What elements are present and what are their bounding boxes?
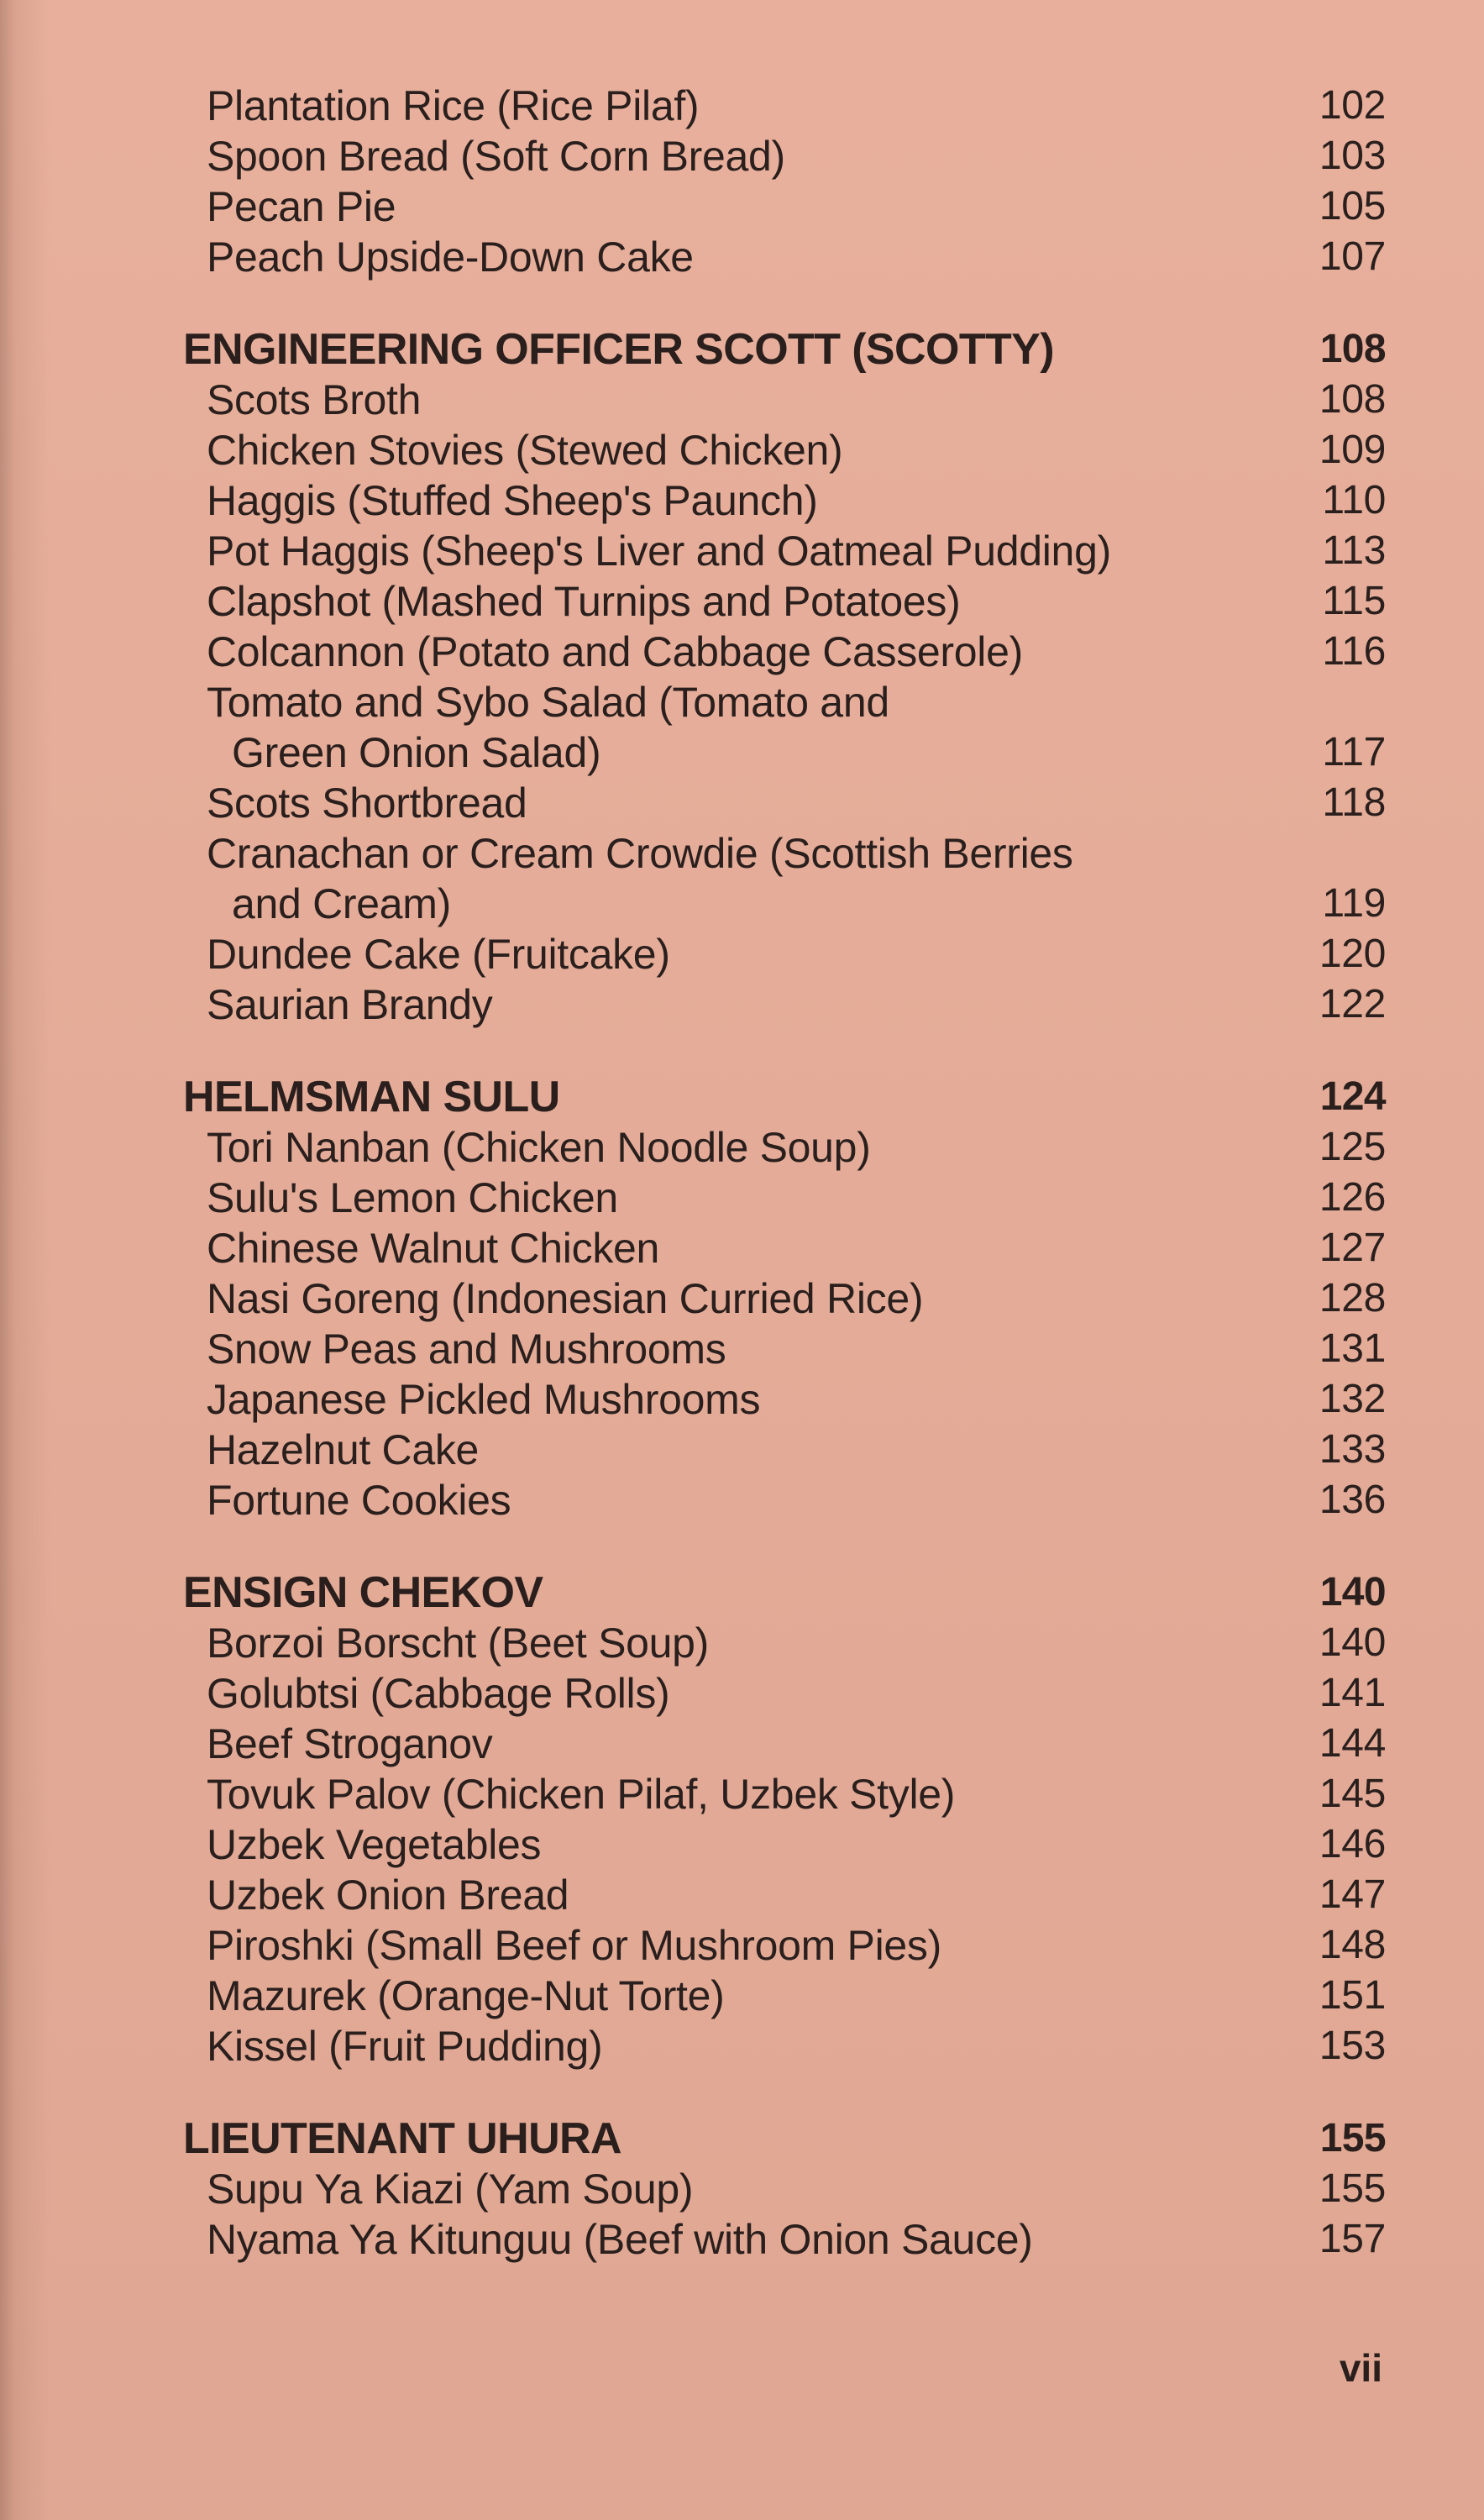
section-heading-title: ENSIGN CHEKOV (183, 1568, 543, 1617)
toc-entry-title: Japanese Pickled Mushrooms (207, 1376, 761, 1423)
toc-entry-page: 116 (1322, 629, 1386, 674)
toc-entry (183, 2021, 1386, 2071)
toc-entry-page: 145 (1319, 1772, 1386, 1816)
toc-entry-title: Chinese Walnut Chicken (207, 1225, 660, 1272)
toc-entry-title: Tovuk Palov (Chicken Pilaf, Uzbek Style) (207, 1771, 956, 1818)
toc-entry-title: Colcannon (Potato and Cabbage Casserole) (207, 628, 1023, 675)
toc-entry (183, 1719, 1386, 1769)
toc-entry-page: 103 (1319, 134, 1386, 178)
toc-entry-title: Spoon Bread (Soft Corn Bread) (207, 133, 785, 180)
toc-entry (183, 1870, 1386, 1920)
toc-entry (183, 1374, 1386, 1425)
toc-entry-title: Sulu's Lemon Chicken (207, 1174, 618, 1221)
toc-entry-title: Tomato and Sybo Salad (Tomato and (207, 679, 889, 726)
toc-entry (183, 1324, 1386, 1374)
toc-entry (183, 677, 1386, 727)
toc-entry-page: 125 (1319, 1125, 1386, 1169)
toc-entry (183, 1122, 1386, 1173)
section-heading-title: ENGINEERING OFFICER SCOTT (SCOTTY) (183, 325, 1054, 374)
toc-entry-page: 151 (1319, 1973, 1386, 2018)
toc-entry-page: 118 (1322, 780, 1386, 825)
toc-entry-page: 136 (1319, 1478, 1386, 1522)
toc-entry-title: Cranachan or Cream Crowdie (Scottish Berries (207, 830, 1073, 877)
toc-entry (183, 1819, 1386, 1870)
section-heading-page: 140 (1319, 1570, 1386, 1614)
section-heading (183, 1072, 1386, 1122)
toc-entry (183, 576, 1386, 627)
toc-entry (183, 1920, 1386, 1971)
toc-entry-continuation-text: Green Onion Salad) (232, 729, 601, 776)
section-gap (183, 1030, 1386, 1072)
page-number: vii (1339, 2346, 1382, 2390)
toc-entry-title: Tori Nanban (Chicken Noodle Soup) (207, 1124, 871, 1171)
toc-entry-page: 131 (1319, 1326, 1386, 1371)
toc-entry-continuation (183, 879, 1386, 929)
toc-entry-title: Nasi Goreng (Indonesian Curried Rice) (207, 1275, 924, 1322)
toc-entry-title: Fortune Cookies (207, 1477, 511, 1524)
toc-entry-page: 127 (1319, 1226, 1386, 1270)
toc-entry-title: Borzoi Borscht (Beet Soup) (207, 1620, 710, 1667)
toc-entry-page: 155 (1319, 2166, 1386, 2211)
toc-entry-title: Saurian Brandy (207, 981, 493, 1028)
toc-entry-page: 147 (1319, 1872, 1386, 1917)
toc-entry-title: Nyama Ya Kitunguu (Beef with Onion Sauce) (207, 2216, 1033, 2263)
toc-entry-page: 144 (1319, 1721, 1386, 1766)
section-heading-title: LIEUTENANT UHURA (183, 2114, 621, 2163)
toc-entry-page: 140 (1319, 1620, 1386, 1665)
toc-entry-title: Scots Shortbread (207, 780, 527, 827)
toc-entry-page: 120 (1319, 932, 1386, 976)
toc-entry (183, 375, 1386, 425)
toc-entry (183, 1971, 1386, 2021)
toc-entry-title: Uzbek Vegetables (207, 1821, 542, 1868)
toc-entry-page: 119 (1322, 881, 1386, 926)
section-heading-page: 155 (1319, 2116, 1386, 2160)
toc-entry-continuation (183, 727, 1386, 778)
toc-entry-page: 108 (1319, 377, 1386, 422)
toc-entry-title: Peach Upside-Down Cake (207, 234, 694, 281)
toc-entry (183, 627, 1386, 677)
toc-entry-page: 148 (1319, 1923, 1386, 1967)
toc-entry-page: 109 (1319, 428, 1386, 472)
toc-entry-page: 102 (1319, 83, 1386, 128)
section-gap (183, 282, 1386, 324)
toc-entry (183, 1769, 1386, 1819)
toc-entry-page: 128 (1319, 1276, 1386, 1320)
toc-entry (183, 1173, 1386, 1223)
toc-entry-page: 107 (1319, 234, 1386, 279)
toc-entry-title: Haggis (Stuffed Sheep's Paunch) (207, 477, 818, 524)
toc-entry (183, 1425, 1386, 1475)
toc-entry (183, 425, 1386, 475)
toc-entry (183, 232, 1386, 282)
toc-entry-title: Uzbek Onion Bread (207, 1872, 569, 1919)
toc-entry (183, 1475, 1386, 1525)
toc-entry-page: 153 (1319, 2024, 1386, 2068)
toc-entry-page: 117 (1322, 730, 1386, 774)
toc-entry-page: 133 (1319, 1427, 1386, 1472)
toc-entry-page: 113 (1322, 528, 1386, 573)
toc-entry-page: 122 (1319, 982, 1386, 1026)
toc-entry-title: Scots Broth (207, 376, 422, 423)
toc-entry (183, 929, 1386, 979)
toc-entry-title: Snow Peas and Mushrooms (207, 1326, 726, 1373)
toc-entry-page: 115 (1322, 579, 1386, 623)
toc-entry (183, 1618, 1386, 1668)
toc-entry (183, 181, 1386, 232)
toc-entry (183, 828, 1386, 879)
section-heading (183, 1567, 1386, 1618)
toc-entry-page: 141 (1319, 1671, 1386, 1715)
toc-entry-title: Pot Haggis (Sheep's Liver and Oatmeal Pudding) (207, 528, 1111, 575)
toc-entry (183, 2164, 1386, 2214)
toc-entry-page: 157 (1319, 2217, 1386, 2261)
toc-entry (183, 131, 1386, 181)
section-gap (183, 2071, 1386, 2113)
toc-entry (183, 1223, 1386, 1273)
section-gap (183, 1525, 1386, 1567)
toc-entry (183, 2214, 1386, 2265)
section-heading-title: HELMSMAN SULU (183, 1073, 560, 1121)
toc-entry-title: Hazelnut Cake (207, 1426, 480, 1473)
toc-entry-title: Pecan Pie (207, 183, 396, 230)
section-heading (183, 2113, 1386, 2164)
toc-entry-title: Supu Ya Kiazi (Yam Soup) (207, 2166, 694, 2213)
toc-entry (183, 475, 1386, 526)
section-heading (183, 324, 1386, 375)
toc-entry (183, 979, 1386, 1030)
toc-entry-title: Piroshki (Small Beef or Mushroom Pies) (207, 1922, 941, 1969)
toc-entry-page: 146 (1319, 1822, 1386, 1866)
toc-entry-page: 126 (1319, 1175, 1386, 1220)
section-heading-page: 124 (1319, 1074, 1386, 1119)
toc-entry (183, 1273, 1386, 1324)
toc-entry-title: Clapshot (Mashed Turnips and Potatoes) (207, 578, 961, 625)
toc-entry-title: Plantation Rice (Rice Pilaf) (207, 82, 700, 129)
toc-entry (183, 526, 1386, 576)
toc-entry-title: Golubtsi (Cabbage Rolls) (207, 1670, 670, 1717)
table-of-contents (183, 81, 1386, 2265)
section-heading-page: 108 (1319, 327, 1386, 371)
toc-entry-title: Beef Stroganov (207, 1720, 493, 1767)
toc-entry-title: Chicken Stovies (Stewed Chicken) (207, 427, 843, 474)
toc-entry-title: Kissel (Fruit Pudding) (207, 2023, 603, 2070)
toc-entry-title: Mazurek (Orange-Nut Torte) (207, 1972, 725, 2019)
toc-entry (183, 1668, 1386, 1719)
toc-entry-continuation-text: and Cream) (232, 880, 451, 927)
toc-entry-title: Dundee Cake (Fruitcake) (207, 931, 670, 978)
toc-entry-page: 105 (1319, 184, 1386, 228)
toc-entry-page: 110 (1322, 478, 1386, 522)
toc-entry (183, 81, 1386, 131)
toc-entry (183, 778, 1386, 828)
toc-entry-page: 132 (1319, 1377, 1386, 1421)
